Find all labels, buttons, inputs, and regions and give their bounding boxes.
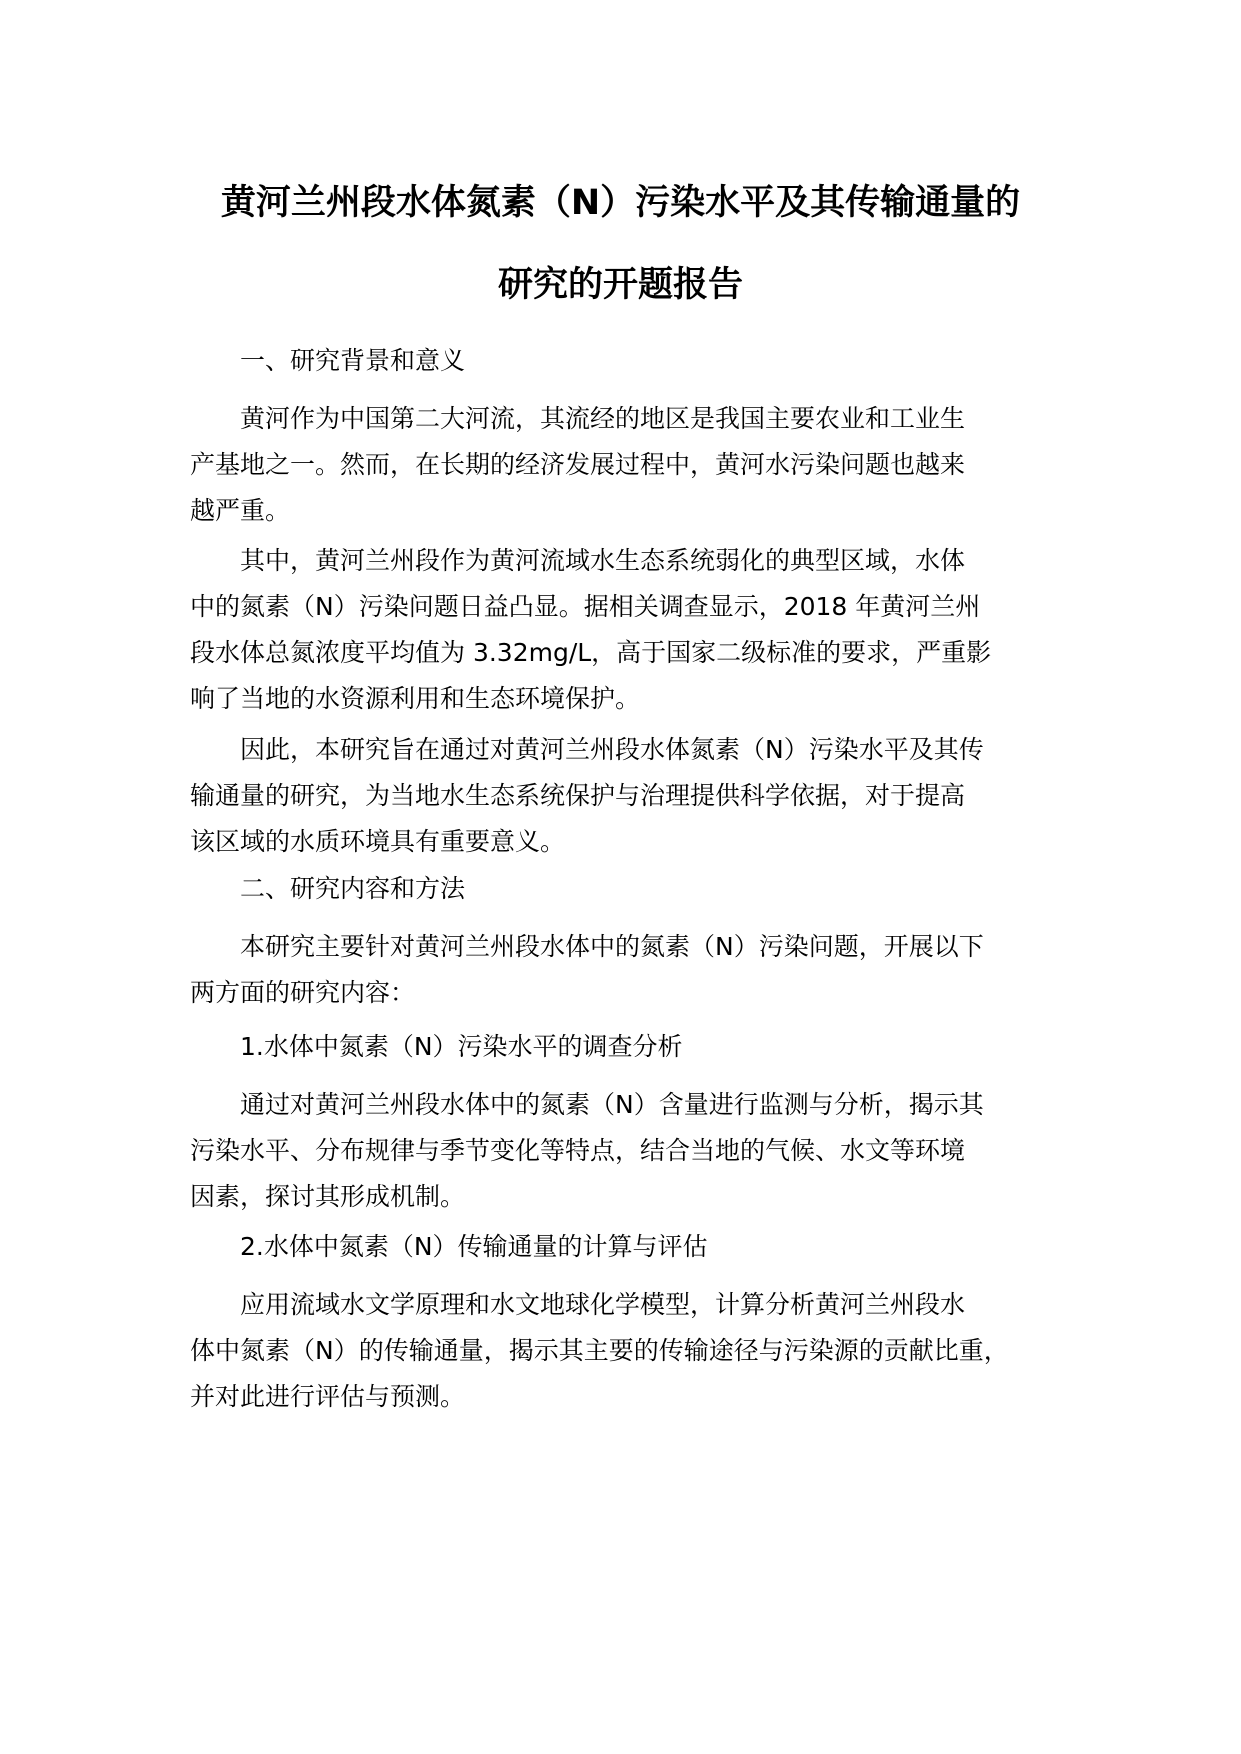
paragraph-line: 污染水平、分布规律与季节变化等特点，结合当地的气候、水文等环境: [190, 1136, 966, 1165]
paragraph-line: 因素，探讨其形成机制。: [190, 1182, 466, 1211]
paragraph-line: 段水体总氮浓度平均值为 3.32mg/L，高于国家二级标准的要求，严重影: [190, 638, 992, 667]
paragraph-background-1: [190, 396, 1090, 534]
paragraph-line: 中的氮素（N）污染问题日益凸显。据相关调查显示，2018 年黄河兰州: [190, 592, 981, 621]
paragraph-line: 该区域的水质环境具有重要意义。: [190, 827, 566, 856]
paragraph-line: 应用流域水文学原理和水文地球化学模型，计算分析黄河兰州段水: [240, 1290, 966, 1319]
paragraph-line: 输通量的研究，为当地水生态系统保护与治理提供科学依据，对于提高: [190, 781, 966, 810]
document-title-line-1: 黄河兰州段水体氮素（N）污染水平及其传输通量的: [220, 183, 1021, 223]
paragraph-background-3: [190, 727, 1090, 865]
section-2-heading: 二、研究内容和方法: [240, 874, 466, 903]
paragraph-line: 体中氮素（N）的传输通量，揭示其主要的传输途径与污染源的贡献比重，: [190, 1336, 1009, 1365]
paragraph-line: 两方面的研究内容：: [190, 978, 416, 1007]
paragraph-line: 因此，本研究旨在通过对黄河兰州段水体氮素（N）污染水平及其传: [240, 735, 984, 764]
paragraph-line: 黄河作为中国第二大河流，其流经的地区是我国主要农业和工业生: [240, 404, 966, 433]
paragraph-line: 产基地之一。然而，在长期的经济发展过程中，黄河水污染问题也越来: [190, 450, 966, 479]
paragraph-line: 响了当地的水资源利用和生态环境保护。: [190, 684, 641, 713]
section-1-heading: 一、研究背景和意义: [240, 346, 466, 375]
document-title-line-2: 研究的开题报告: [497, 265, 743, 305]
paragraph-line: 越严重。: [190, 496, 291, 525]
paragraph-flux-calculation: [190, 1282, 1090, 1420]
subsection-1-heading: 1.水体中氮素（N）污染水平的调查分析: [240, 1032, 683, 1061]
subsection-2-heading: 2.水体中氮素（N）传输通量的计算与评估: [240, 1232, 708, 1261]
paragraph-survey-analysis: [190, 1082, 1090, 1220]
paragraph-content-intro: [190, 924, 1090, 1016]
paragraph-line: 本研究主要针对黄河兰州段水体中的氮素（N）污染问题，开展以下: [240, 932, 984, 961]
paragraph-background-2: [190, 538, 1090, 722]
paragraph-line: 并对此进行评估与预测。: [190, 1382, 466, 1411]
paragraph-line: 其中，黄河兰州段作为黄河流域水生态系统弱化的典型区域，水体: [240, 546, 966, 575]
paragraph-line: 通过对黄河兰州段水体中的氮素（N）含量进行监测与分析，揭示其: [240, 1090, 984, 1119]
